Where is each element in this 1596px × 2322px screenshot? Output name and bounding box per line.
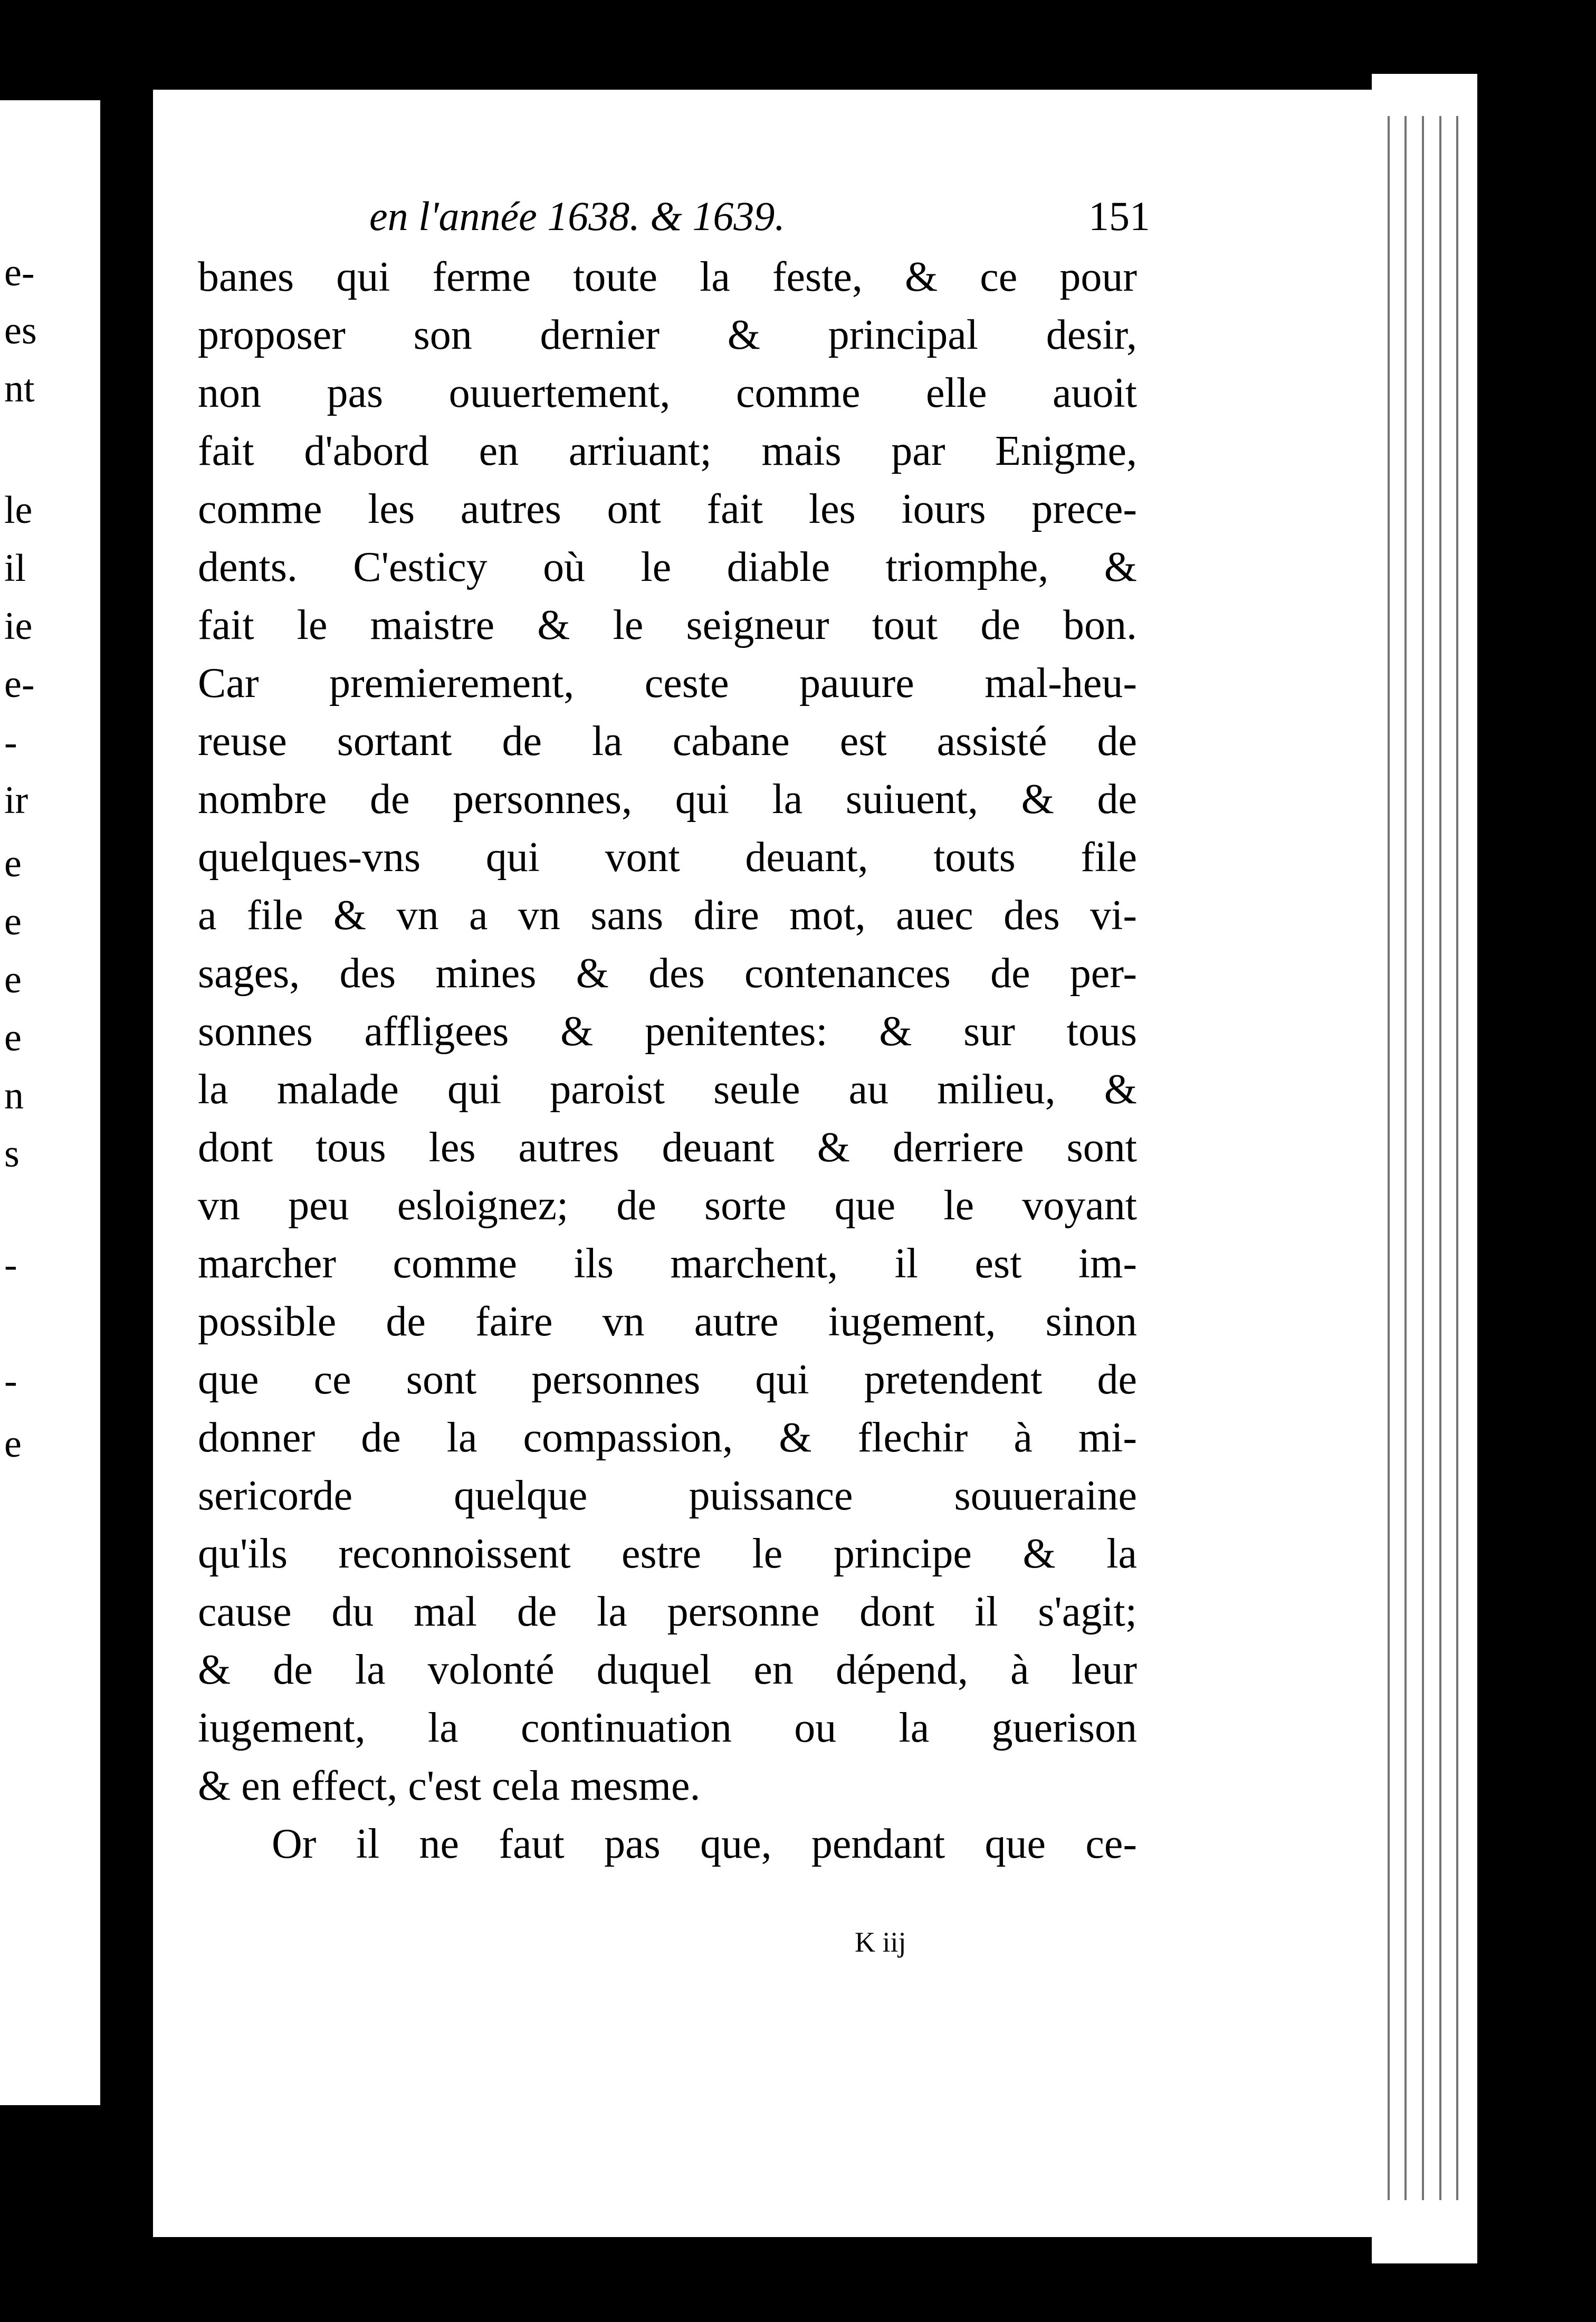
fragment-text: e [4, 842, 22, 885]
facing-page-fragment [0, 100, 100, 2105]
fragment-text: ie [4, 605, 33, 648]
fragment-text: e [4, 900, 22, 943]
fragment-text: e [4, 958, 22, 1001]
text-line: possible de faire vn autre iugement, sinon [198, 1298, 1137, 1345]
fragment-text: s [4, 1132, 20, 1176]
running-title: en l'année 1638. & 1639. [369, 193, 785, 239]
body-text [198, 248, 1137, 1873]
text-line: a file & vn a vn sans dire mot, auec des vi- [198, 892, 1137, 939]
fragment-text: le [4, 489, 33, 532]
fragment-text: e- [4, 663, 35, 706]
fragment-text: e [4, 1422, 22, 1466]
text-line: sericorde quelque puissance souueraine [198, 1473, 1137, 1519]
text-line: vn peu esloignez; de sorte que le voyant [198, 1182, 1137, 1229]
fragment-text: - [4, 1359, 17, 1402]
fragment-text: es [4, 309, 37, 352]
fragment-text: n [4, 1074, 24, 1117]
text-line: que ce sont personnes qui pretendent de [198, 1356, 1137, 1403]
text-line: fait d'abord en arriuant; mais par Enigme, [198, 428, 1137, 474]
text-line: comme les autres ont fait les iours prece- [198, 486, 1137, 532]
text-line: reuse sortant de la cabane est assisté de [198, 718, 1137, 765]
text-line: & de la volonté duquel en dépend, à leur [198, 1647, 1137, 1693]
text-line: quelques-vns qui vont deuant, touts file [198, 834, 1137, 881]
text-line: Or il ne faut pas que, pendant que ce- [272, 1821, 1137, 1867]
text-line: marcher comme ils marchent, il est im- [198, 1240, 1137, 1287]
signature-mark: K iij [855, 1926, 906, 1958]
text-line: cause du mal de la personne dont il s'agit; [198, 1589, 1137, 1635]
text-line: non pas ouuertement, comme elle auoit [198, 370, 1137, 416]
text-line: Car premierement, ceste pauure mal-heu- [198, 660, 1137, 706]
fragment-text: e [4, 1016, 22, 1059]
running-header [211, 193, 1150, 256]
text-line: iugement, la continuation ou la guerison [198, 1705, 1137, 1751]
text-line: & en effect, c'est cela mesme. [198, 1763, 701, 1809]
text-line: proposer son dernier & principal desir, [198, 312, 1137, 358]
text-line: dont tous les autres deuant & derriere sont [198, 1124, 1137, 1171]
text-line: qu'ils reconnoissent estre le principe & la [198, 1531, 1137, 1577]
text-line: banes qui ferme toute la feste, & ce pour [198, 254, 1137, 300]
text-line: la malade qui paroist seule au milieu, & [198, 1066, 1137, 1113]
fragment-text: il [4, 547, 26, 590]
fragment-text: nt [4, 367, 35, 410]
fragment-text: ir [4, 779, 28, 822]
text-line: dents. C'esticy où le diable triomphe, & [198, 544, 1137, 590]
page-fore-edge [1372, 74, 1477, 2263]
page-number: 151 [1088, 193, 1150, 239]
text-line: nombre de personnes, qui la suiuent, & de [198, 776, 1137, 823]
text-line: fait le maistre & le seigneur tout de bon. [198, 602, 1137, 648]
fragment-text: e- [4, 251, 35, 294]
text-line: donner de la compassion, & flechir à mi- [198, 1415, 1137, 1461]
fragment-text: - [4, 1243, 17, 1286]
fragment-text: - [4, 721, 17, 764]
text-line: sonnes affligees & penitentes: & sur tous [198, 1008, 1137, 1055]
text-line: sages, des mines & des contenances de per- [198, 950, 1137, 997]
